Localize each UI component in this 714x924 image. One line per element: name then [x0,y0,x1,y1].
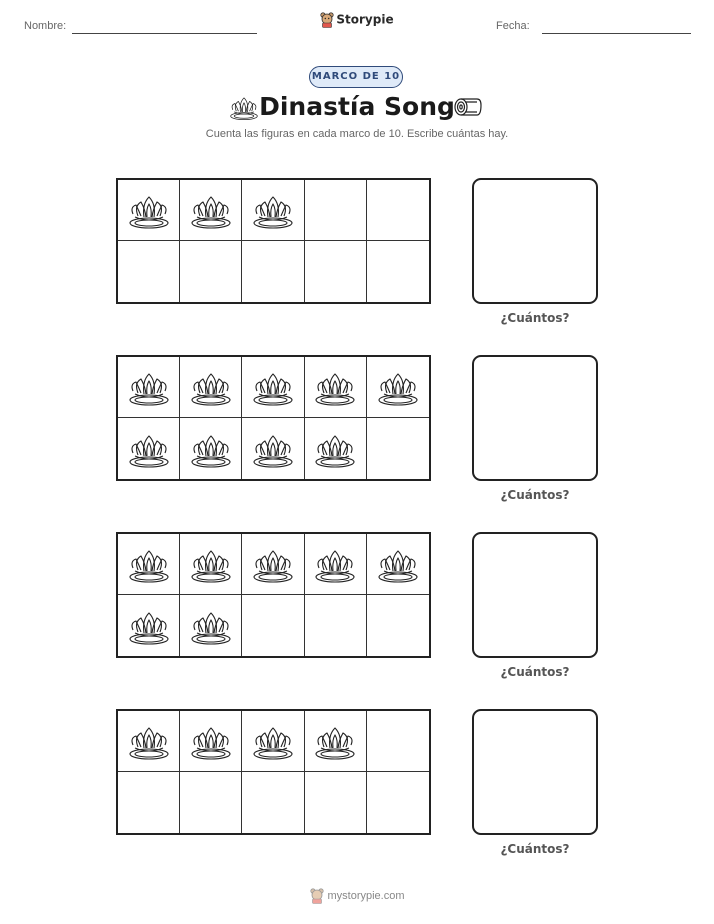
scroll-icon [453,95,483,119]
frame-cell [305,180,367,241]
frame-cell [367,534,429,595]
date-label: Fecha: [496,20,530,32]
lotus-icon [313,429,357,469]
frame-cell [305,418,367,479]
lotus-icon [127,367,171,407]
lotus-icon [251,429,295,469]
date-line[interactable] [542,33,691,34]
answer-label-3: ¿Cuántos? [500,665,570,679]
frame-cell [180,711,242,772]
frame-cell [118,180,180,241]
lotus-icon [127,544,171,584]
answer-box-1[interactable] [472,178,598,304]
lotus-icon [189,429,233,469]
frame-cell [242,418,304,479]
answer-label-2: ¿Cuántos? [500,488,570,502]
frame-cell [118,595,180,656]
frame-cell [242,534,304,595]
frame-cell [367,711,429,772]
frame-cell [180,772,242,833]
bear-mascot-icon [320,12,334,28]
ten-frame-1 [116,178,431,304]
frame-cell [367,357,429,418]
frame-cell [180,418,242,479]
frame-cell [242,180,304,241]
frame-cell [367,241,429,302]
frame-cell [305,711,367,772]
frame-cell [118,772,180,833]
lotus-icon [127,429,171,469]
name-label: Nombre: [24,20,67,32]
brand-name: Storypie [336,12,394,27]
lotus-icon [251,190,295,230]
lotus-icon [251,367,295,407]
frame-cell [367,595,429,656]
bear-mascot-icon [309,888,325,904]
ten-frame-4 [116,709,431,835]
lotus-icon [189,544,233,584]
page-title: Dinastía Song [259,92,455,121]
answer-box-2[interactable] [472,355,598,481]
frame-cell [180,241,242,302]
frame-cell [242,241,304,302]
lotus-icon [189,606,233,646]
lotus-icon [376,367,420,407]
frame-cell [305,534,367,595]
frame-cell [118,534,180,595]
worksheet-type-badge: MARCO DE 10 [309,66,403,88]
lotus-icon [313,367,357,407]
name-line[interactable] [72,33,257,34]
lotus-icon [251,544,295,584]
frame-cell [242,357,304,418]
frame-cell [367,772,429,833]
frame-cell [118,241,180,302]
frame-cell [242,772,304,833]
frame-cell [305,357,367,418]
lotus-icon [376,544,420,584]
lotus-icon [313,544,357,584]
frame-cell [180,534,242,595]
lotus-icon [251,721,295,761]
frame-cell [367,180,429,241]
frame-cell [118,357,180,418]
frame-cell [242,595,304,656]
lotus-icon [313,721,357,761]
frame-cell [180,180,242,241]
brand-logo [0,12,714,28]
ten-frame-3 [116,532,431,658]
frame-cell [180,595,242,656]
frame-cell [118,711,180,772]
instructions: Cuenta las figuras en cada marco de 10. Escribe cuántas hay. [205,128,509,140]
footer-url: mystorypie.com [327,889,405,902]
lotus-icon [127,606,171,646]
frame-cell [305,595,367,656]
frame-cell [180,357,242,418]
frame-cell [305,241,367,302]
answer-box-3[interactable] [472,532,598,658]
frame-cell [305,772,367,833]
footer [0,888,714,904]
lotus-icon [127,721,171,761]
lotus-icon [127,190,171,230]
answer-label-1: ¿Cuántos? [500,311,570,325]
lotus-icon [189,190,233,230]
lotus-icon [189,367,233,407]
frame-cell [367,418,429,479]
answer-label-4: ¿Cuántos? [500,842,570,856]
frame-cell [118,418,180,479]
lotus-icon [189,721,233,761]
ten-frame-2 [116,355,431,481]
frame-cell [242,711,304,772]
answer-box-4[interactable] [472,709,598,835]
